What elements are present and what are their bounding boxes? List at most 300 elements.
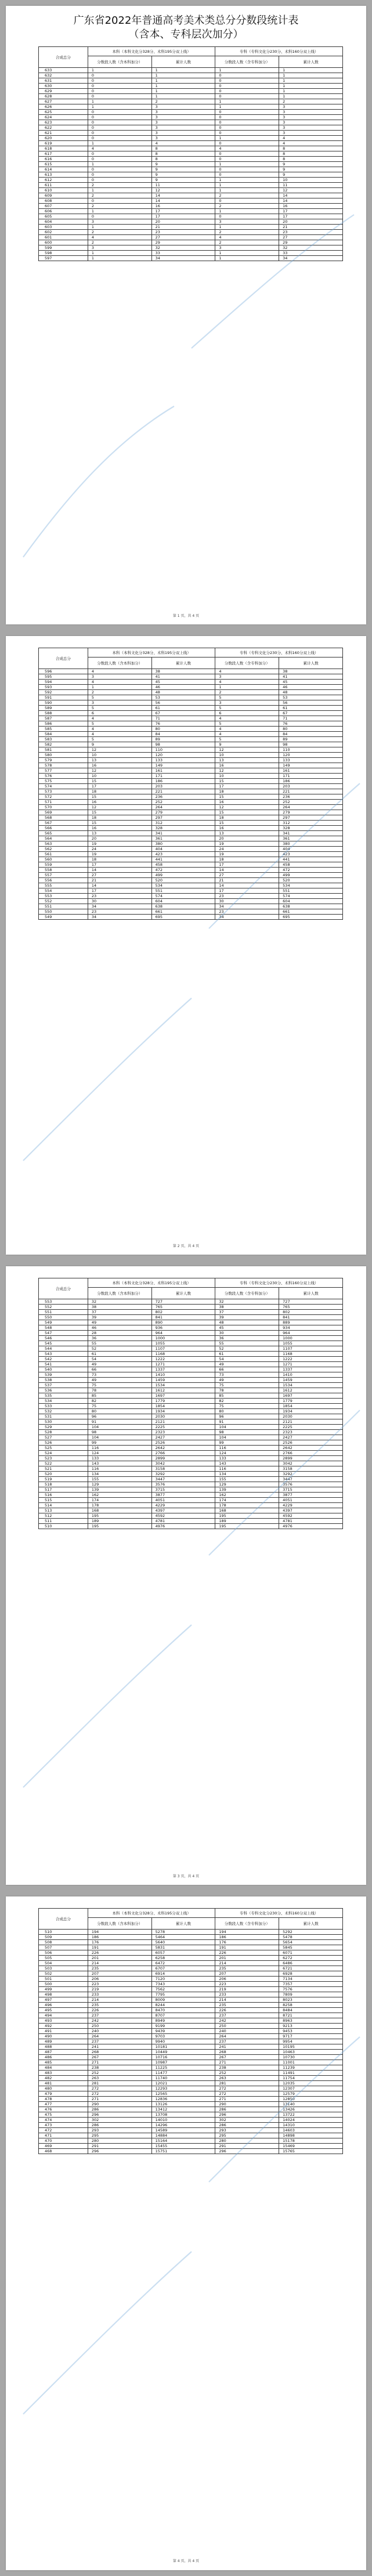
cell-zk-count: 55 bbox=[215, 1341, 279, 1346]
cell-bk-cum: 1000 bbox=[151, 1336, 215, 1341]
cell-bk-count: 4 bbox=[88, 235, 151, 240]
cell-score: 525 bbox=[39, 1446, 88, 1451]
cell-score: 609 bbox=[39, 193, 88, 198]
cell-bk-cum: 534 bbox=[151, 883, 215, 888]
cell-score: 545 bbox=[39, 1341, 88, 1346]
table-row bbox=[39, 2076, 343, 2081]
cell-zk-cum: 1459 bbox=[279, 1378, 343, 1383]
cell-score: 613 bbox=[39, 172, 88, 178]
table-row bbox=[39, 1971, 343, 1977]
cell-score: 601 bbox=[39, 235, 88, 240]
cell-score: 506 bbox=[39, 1950, 88, 1956]
cell-bk-count: 38 bbox=[88, 1305, 151, 1310]
cell-bk-cum: 3 bbox=[151, 104, 215, 110]
cell-bk-cum: 14884 bbox=[151, 2133, 215, 2138]
cell-bk-count: 5 bbox=[88, 695, 151, 700]
table-row bbox=[39, 2050, 343, 2055]
cell-zk-cum: 71 bbox=[279, 716, 343, 721]
table-row bbox=[39, 256, 343, 261]
cell-bk-count: 268 bbox=[88, 2050, 151, 2055]
cell-bk-cum: 17 bbox=[151, 214, 215, 219]
table-row bbox=[39, 742, 343, 747]
cell-bk-count: 96 bbox=[88, 1414, 151, 1419]
cell-bk-cum: 380 bbox=[151, 841, 215, 847]
table-row bbox=[39, 162, 343, 167]
cell-zk-count: 1 bbox=[215, 209, 279, 214]
cell-score: 629 bbox=[39, 89, 88, 94]
cell-zk-count: 15 bbox=[215, 779, 279, 784]
table-row bbox=[39, 1393, 343, 1399]
header-zk-count: 分数段人数（含专科加分） bbox=[215, 1918, 279, 1930]
header-bk-cum: 累计人数 bbox=[151, 56, 215, 68]
cell-zk-cum: 1 bbox=[279, 94, 343, 99]
cell-zk-cum: 472 bbox=[279, 868, 343, 873]
cell-bk-count: 286 bbox=[88, 2107, 151, 2112]
cell-zk-cum: 5478 bbox=[279, 1935, 343, 1940]
cell-zk-cum: 33 bbox=[279, 251, 343, 256]
cell-bk-count: 55 bbox=[88, 1341, 151, 1346]
cell-bk-cum: 33 bbox=[151, 251, 215, 256]
cell-zk-cum: 499 bbox=[279, 873, 343, 878]
cell-bk-count: 4 bbox=[88, 669, 151, 674]
cell-zk-cum: 12 bbox=[279, 188, 343, 193]
table-row bbox=[39, 2097, 343, 2102]
cell-zk-cum: 802 bbox=[279, 1310, 343, 1315]
cell-bk-cum: 458 bbox=[151, 862, 215, 868]
cell-zk-count: 201 bbox=[215, 1956, 279, 1961]
cell-zk-count: 49 bbox=[215, 1378, 279, 1383]
cell-zk-count: 34 bbox=[215, 915, 279, 920]
cell-zk-cum: 56 bbox=[279, 700, 343, 706]
cell-zk-count: 9 bbox=[215, 742, 279, 747]
cell-zk-cum: 3877 bbox=[279, 1493, 343, 1498]
cell-zk-cum: 8 bbox=[279, 157, 343, 162]
cell-bk-count: 1 bbox=[88, 141, 151, 146]
cell-zk-count: 1 bbox=[215, 256, 279, 261]
cell-bk-count: 30 bbox=[88, 899, 151, 904]
cell-zk-count: 293 bbox=[215, 2128, 279, 2133]
cell-zk-count: 24 bbox=[215, 847, 279, 852]
cell-bk-count: 24 bbox=[88, 847, 151, 852]
cell-zk-count: 30 bbox=[215, 899, 279, 904]
header-bk-cum: 累计人数 bbox=[151, 1918, 215, 1930]
cell-bk-count: 66 bbox=[88, 1367, 151, 1372]
cell-zk-cum: 3292 bbox=[279, 1472, 343, 1477]
cell-zk-cum: 13426 bbox=[279, 2107, 343, 2112]
cell-zk-count: 281 bbox=[215, 2081, 279, 2086]
table-row bbox=[39, 1513, 343, 1519]
table-row bbox=[39, 883, 343, 888]
cell-score: 589 bbox=[39, 706, 88, 711]
cell-bk-count: 0 bbox=[88, 78, 151, 84]
cell-bk-cum: 3877 bbox=[151, 1493, 215, 1498]
cell-bk-count: 290 bbox=[88, 2102, 151, 2107]
cell-bk-count: 195 bbox=[88, 1513, 151, 1519]
cell-zk-count: 0 bbox=[215, 94, 279, 99]
cell-zk-count: 20 bbox=[215, 836, 279, 841]
table-row bbox=[39, 245, 343, 251]
cell-bk-count: 19 bbox=[88, 841, 151, 847]
cell-bk-cum: 14 bbox=[151, 198, 215, 204]
cell-zk-cum: 21 bbox=[279, 225, 343, 230]
cell-zk-cum: 9 bbox=[279, 167, 343, 172]
cell-bk-count: 36 bbox=[88, 1336, 151, 1341]
cell-zk-cum: 133 bbox=[279, 758, 343, 763]
cell-zk-count: 0 bbox=[215, 198, 279, 204]
cell-score: 549 bbox=[39, 915, 88, 920]
cell-bk-cum: 3715 bbox=[151, 1487, 215, 1493]
cell-score: 577 bbox=[39, 768, 88, 774]
cell-bk-count: 6 bbox=[88, 711, 151, 716]
table-row bbox=[39, 753, 343, 758]
cell-zk-count: 45 bbox=[215, 1325, 279, 1331]
cell-zk-count: 12 bbox=[215, 747, 279, 753]
cell-bk-cum: 312 bbox=[151, 821, 215, 826]
table-row bbox=[39, 167, 343, 172]
cell-bk-count: 3 bbox=[88, 700, 151, 706]
cell-zk-count: 15 bbox=[215, 810, 279, 815]
cell-zk-cum: 1168 bbox=[279, 1352, 343, 1357]
cell-bk-cum: 3 bbox=[151, 131, 215, 136]
cell-zk-count: 61 bbox=[215, 1352, 279, 1357]
cell-zk-count: 78 bbox=[215, 1388, 279, 1393]
cell-bk-cum: 10181 bbox=[151, 2044, 215, 2050]
cell-bk-count: 162 bbox=[88, 1493, 151, 1498]
table-row bbox=[39, 779, 343, 784]
cell-bk-cum: 604 bbox=[151, 899, 215, 904]
table-row bbox=[39, 904, 343, 909]
cell-zk-count: 235 bbox=[215, 1966, 279, 1971]
cell-zk-cum: 8258 bbox=[279, 2003, 343, 2008]
cell-bk-cum: 4229 bbox=[151, 1503, 215, 1508]
cell-score: 575 bbox=[39, 779, 88, 784]
cell-zk-cum: 14603 bbox=[279, 2128, 343, 2133]
cell-zk-count: 195 bbox=[215, 1524, 279, 1529]
table-row bbox=[39, 1383, 343, 1388]
cell-bk-count: 0 bbox=[88, 115, 151, 120]
cell-zk-count: 91 bbox=[215, 1419, 279, 1425]
table-row bbox=[39, 1325, 343, 1331]
cell-zk-cum: 76 bbox=[279, 721, 343, 727]
table-row bbox=[39, 868, 343, 873]
cell-score: 493 bbox=[39, 2018, 88, 2024]
cell-zk-count: 1 bbox=[215, 188, 279, 193]
cell-score: 533 bbox=[39, 1404, 88, 1409]
cell-zk-count: 250 bbox=[215, 2024, 279, 2029]
table-row bbox=[39, 815, 343, 821]
table-row bbox=[39, 214, 343, 219]
cell-score: 505 bbox=[39, 1956, 88, 1961]
table-row bbox=[39, 1451, 343, 1456]
cell-zk-cum: 3 bbox=[279, 115, 343, 120]
cell-score: 557 bbox=[39, 873, 88, 878]
cell-score: 471 bbox=[39, 2133, 88, 2138]
cell-zk-count: 4 bbox=[215, 716, 279, 721]
cell-zk-cum: 934 bbox=[279, 1325, 343, 1331]
table-row bbox=[39, 1930, 343, 1935]
table-row bbox=[39, 183, 343, 188]
cell-bk-count: 10 bbox=[88, 774, 151, 779]
cell-score: 540 bbox=[39, 1367, 88, 1372]
cell-bk-cum: 34 bbox=[151, 256, 215, 261]
cell-score: 538 bbox=[39, 1378, 88, 1383]
cell-bk-count: 139 bbox=[88, 1487, 151, 1493]
cell-bk-cum: 4781 bbox=[151, 1519, 215, 1524]
cell-bk-count: 4 bbox=[88, 727, 151, 732]
cell-zk-cum: 27 bbox=[279, 235, 343, 240]
cell-bk-cum: 9 bbox=[151, 167, 215, 172]
cell-zk-count: 73 bbox=[215, 1372, 279, 1378]
table-row bbox=[39, 2144, 343, 2149]
table-row bbox=[39, 674, 343, 680]
cell-zk-count: 16 bbox=[215, 826, 279, 831]
cell-zk-count: 0 bbox=[215, 151, 279, 157]
cell-score: 594 bbox=[39, 680, 88, 685]
table-row bbox=[39, 1472, 343, 1477]
score-table bbox=[38, 648, 343, 920]
cell-zk-cum: 23 bbox=[279, 230, 343, 235]
cell-bk-count: 0 bbox=[88, 84, 151, 89]
cell-zk-count: 14 bbox=[215, 868, 279, 873]
cell-bk-count: 272 bbox=[88, 2091, 151, 2097]
table-row bbox=[39, 115, 343, 120]
cell-bk-cum: 3292 bbox=[151, 1472, 215, 1477]
header-zk-count: 分数段人数（含专科加分） bbox=[215, 657, 279, 669]
cell-zk-count: 104 bbox=[215, 1435, 279, 1440]
cell-bk-cum: 2030 bbox=[151, 1414, 215, 1419]
cell-zk-count: 2 bbox=[215, 240, 279, 245]
cell-score: 566 bbox=[39, 826, 88, 831]
cell-zk-cum: 2030 bbox=[279, 1414, 343, 1419]
cell-bk-count: 23 bbox=[88, 894, 151, 899]
cell-bk-cum: 297 bbox=[151, 815, 215, 821]
cell-bk-count: 201 bbox=[88, 1956, 151, 1961]
cell-zk-cum: 458 bbox=[279, 862, 343, 868]
cell-zk-cum: 13722 bbox=[279, 2112, 343, 2118]
cell-zk-cum: 12579 bbox=[279, 2091, 343, 2097]
cell-bk-count: 75 bbox=[88, 1383, 151, 1388]
cell-bk-cum: 3576 bbox=[151, 1482, 215, 1487]
table-row bbox=[39, 732, 343, 737]
cell-bk-cum: 2526 bbox=[151, 1440, 215, 1446]
cell-score: 537 bbox=[39, 1383, 88, 1388]
cell-score: 569 bbox=[39, 810, 88, 815]
cell-bk-count: 191 bbox=[88, 1945, 151, 1950]
cell-zk-count: 139 bbox=[215, 1487, 279, 1493]
cell-zk-count: 10 bbox=[215, 753, 279, 758]
table-row bbox=[39, 1477, 343, 1482]
cell-bk-cum: 1222 bbox=[151, 1357, 215, 1362]
cell-zk-cum: 3 bbox=[279, 104, 343, 110]
table-row bbox=[39, 1440, 343, 1446]
cell-zk-cum: 889 bbox=[279, 1320, 343, 1325]
cell-score: 530 bbox=[39, 1419, 88, 1425]
table-row bbox=[39, 2138, 343, 2144]
cell-bk-cum: 76 bbox=[151, 721, 215, 727]
cell-zk-cum: 441 bbox=[279, 857, 343, 862]
cell-bk-cum: 12021 bbox=[151, 2081, 215, 2086]
cell-score: 584 bbox=[39, 732, 88, 737]
cell-bk-count: 27 bbox=[88, 873, 151, 878]
table-row bbox=[39, 104, 343, 110]
cell-zk-count: 3 bbox=[215, 700, 279, 706]
cell-score: 516 bbox=[39, 1493, 88, 1498]
cell-score: 542 bbox=[39, 1357, 88, 1362]
cell-bk-count: 0 bbox=[88, 120, 151, 125]
cell-zk-count: 264 bbox=[215, 2034, 279, 2039]
table-row bbox=[39, 1399, 343, 1404]
cell-score: 560 bbox=[39, 857, 88, 862]
cell-zk-cum: 41 bbox=[279, 674, 343, 680]
cell-bk-count: 241 bbox=[88, 2044, 151, 2050]
table-row bbox=[39, 1977, 343, 1982]
cell-bk-count: 0 bbox=[88, 157, 151, 162]
cell-bk-cum: 7343 bbox=[151, 1982, 215, 1987]
cell-bk-count: 17 bbox=[88, 862, 151, 868]
cell-zk-count: 252 bbox=[215, 2071, 279, 2076]
cell-score: 513 bbox=[39, 1508, 88, 1513]
cell-score: 598 bbox=[39, 251, 88, 256]
cell-zk-cum: 7134 bbox=[279, 1977, 343, 1982]
cell-bk-count: 0 bbox=[88, 136, 151, 141]
table-row bbox=[39, 1456, 343, 1461]
table-row bbox=[39, 711, 343, 716]
cell-zk-count: 272 bbox=[215, 2086, 279, 2091]
cell-zk-count: 268 bbox=[215, 2050, 279, 2055]
cell-bk-count: 98 bbox=[88, 1430, 151, 1435]
cell-zk-cum: 1779 bbox=[279, 1399, 343, 1404]
cell-zk-cum: 252 bbox=[279, 800, 343, 805]
cell-zk-cum: 12850 bbox=[279, 2097, 343, 2102]
cell-bk-count: 206 bbox=[88, 1977, 151, 1982]
cell-zk-cum: 1934 bbox=[279, 1409, 343, 1414]
table-row bbox=[39, 172, 343, 178]
cell-zk-cum: 341 bbox=[279, 831, 343, 836]
cell-zk-cum: 34 bbox=[279, 256, 343, 261]
header-bk-group: 本科（本科文化分328分、术科195分双上线） bbox=[88, 648, 215, 657]
cell-bk-cum: 27 bbox=[151, 235, 215, 240]
cell-zk-count: 214 bbox=[215, 1961, 279, 1966]
table-row bbox=[39, 2029, 343, 2034]
cell-bk-cum: 11 bbox=[151, 183, 215, 188]
title-line-1: 广东省2022年普通高考美术类总分分数段统计表 bbox=[73, 15, 299, 27]
cell-score: 552 bbox=[39, 899, 88, 904]
cell-score: 610 bbox=[39, 188, 88, 193]
cell-bk-cum: 46 bbox=[151, 685, 215, 690]
cell-score: 550 bbox=[39, 909, 88, 915]
cell-bk-cum: 29 bbox=[151, 240, 215, 245]
cell-bk-count: 143 bbox=[88, 1461, 151, 1466]
cell-bk-count: 281 bbox=[88, 2081, 151, 2086]
table-row bbox=[39, 1346, 343, 1352]
cell-bk-cum: 38 bbox=[151, 669, 215, 674]
cell-zk-count: 39 bbox=[215, 1315, 279, 1320]
cell-bk-count: 13 bbox=[88, 758, 151, 763]
cell-bk-cum: 67 bbox=[151, 711, 215, 716]
cell-bk-cum: 15164 bbox=[151, 2138, 215, 2144]
cell-score: 605 bbox=[39, 214, 88, 219]
cell-bk-count: 207 bbox=[88, 1971, 151, 1977]
cell-zk-cum: 3158 bbox=[279, 1466, 343, 1472]
cell-zk-count: 291 bbox=[215, 2144, 279, 2149]
cell-bk-cum: 32 bbox=[151, 245, 215, 251]
table-row bbox=[39, 2091, 343, 2097]
table-row bbox=[39, 1310, 343, 1315]
table-row bbox=[39, 899, 343, 904]
cell-zk-cum: 551 bbox=[279, 888, 343, 894]
cell-score: 480 bbox=[39, 2086, 88, 2091]
cell-zk-cum: 10463 bbox=[279, 2050, 343, 2055]
cell-zk-cum: 312 bbox=[279, 821, 343, 826]
cell-bk-count: 4 bbox=[88, 680, 151, 685]
cell-bk-count: 0 bbox=[88, 214, 151, 219]
cell-bk-cum: 120 bbox=[151, 753, 215, 758]
cell-score: 503 bbox=[39, 1966, 88, 1971]
cell-zk-count: 2 bbox=[215, 193, 279, 198]
cell-bk-count: 49 bbox=[88, 1362, 151, 1367]
cell-bk-cum: 23 bbox=[151, 230, 215, 235]
table-row bbox=[39, 131, 343, 136]
cell-bk-cum: 161 bbox=[151, 768, 215, 774]
cell-zk-count: 219 bbox=[215, 1987, 279, 1992]
cell-zk-count: 0 bbox=[215, 167, 279, 172]
cell-bk-cum: 14296 bbox=[151, 2123, 215, 2128]
cell-bk-count: 134 bbox=[88, 1472, 151, 1477]
cell-bk-count: 295 bbox=[88, 2133, 151, 2138]
table-row bbox=[39, 219, 343, 225]
cell-bk-count: 0 bbox=[88, 125, 151, 131]
cell-bk-cum: 171 bbox=[151, 774, 215, 779]
cell-zk-count: 280 bbox=[215, 2138, 279, 2144]
cell-zk-count: 0 bbox=[215, 172, 279, 178]
table-row bbox=[39, 1945, 343, 1950]
cell-bk-count: 291 bbox=[88, 2144, 151, 2149]
cell-bk-cum: 264 bbox=[151, 805, 215, 810]
cell-bk-cum: 1168 bbox=[151, 1352, 215, 1357]
table-row bbox=[39, 821, 343, 826]
cell-bk-count: 296 bbox=[88, 2149, 151, 2154]
cell-zk-cum: 67 bbox=[279, 711, 343, 716]
cell-bk-cum: 279 bbox=[151, 810, 215, 815]
cell-score: 617 bbox=[39, 151, 88, 157]
table-row bbox=[39, 2003, 343, 2008]
cell-zk-cum: 14 bbox=[279, 193, 343, 198]
cell-zk-count: 18 bbox=[215, 815, 279, 821]
cell-zk-cum: 10 bbox=[279, 178, 343, 183]
table-row bbox=[39, 784, 343, 789]
table-row bbox=[39, 2055, 343, 2060]
cell-bk-cum: 10449 bbox=[151, 2050, 215, 2055]
cell-bk-count: 16 bbox=[88, 800, 151, 805]
cell-bk-count: 75 bbox=[88, 1404, 151, 1409]
cell-bk-cum: 5640 bbox=[151, 1940, 215, 1945]
cell-bk-count: 28 bbox=[88, 1331, 151, 1336]
cell-zk-cum: 14898 bbox=[279, 2133, 343, 2138]
table-row bbox=[39, 225, 343, 230]
cell-zk-cum: 1534 bbox=[279, 1383, 343, 1388]
cell-bk-cum: 1934 bbox=[151, 1409, 215, 1414]
cell-bk-cum: 12293 bbox=[151, 2086, 215, 2091]
cell-zk-cum: 2526 bbox=[279, 1440, 343, 1446]
table-row bbox=[39, 847, 343, 852]
cell-bk-cum: 1534 bbox=[151, 1383, 215, 1388]
cell-bk-cum: 110 bbox=[151, 747, 215, 753]
cell-score: 602 bbox=[39, 230, 88, 235]
cell-bk-cum: 1410 bbox=[151, 1372, 215, 1378]
cell-zk-count: 214 bbox=[215, 1997, 279, 2003]
cell-zk-count: 271 bbox=[215, 2097, 279, 2102]
table-row bbox=[39, 146, 343, 151]
